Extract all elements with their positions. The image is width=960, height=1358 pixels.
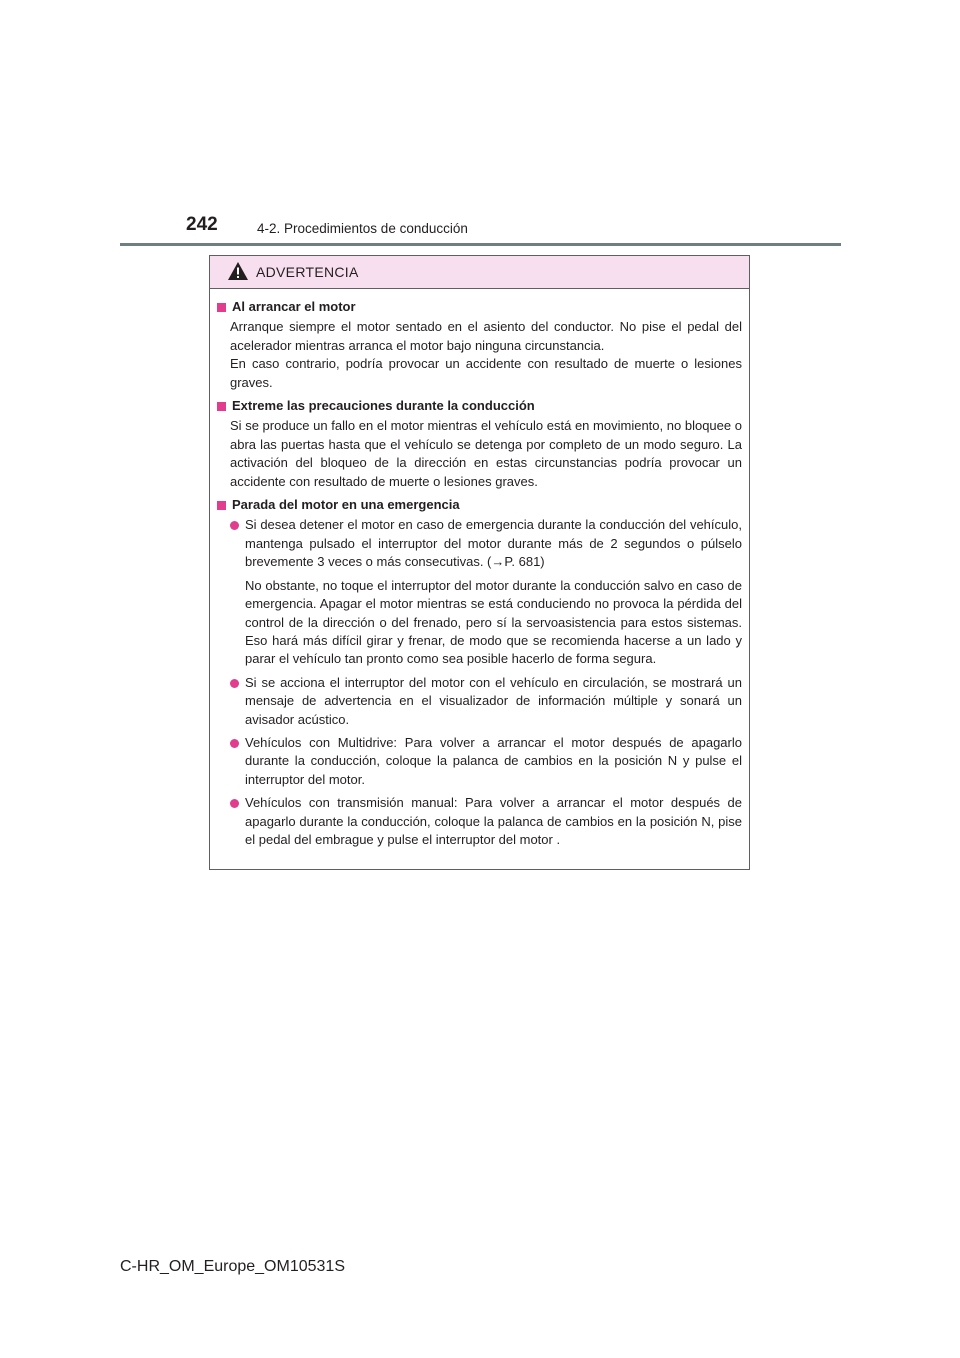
circle-bullet-icon xyxy=(230,679,239,688)
list-item: Vehículos con Multidrive: Para volver a arrancar el motor después de apagarlo durante la conducción, coloque la palanca de cambios en la posición N y pulse el interruptor del motor. xyxy=(230,734,742,789)
warning-triangle-icon xyxy=(227,261,249,281)
paragraph: En caso contrario, podría provocar un accidente con resultado de muerte o lesiones graves. xyxy=(230,356,742,390)
list-item: Vehículos con transmisión manual: Para volver a arrancar el motor después de apagarlo durante la conducción, coloque la palanca de cambios en la posición N, pise el pedal del embrague y pulse el interruptor del motor . xyxy=(230,794,742,849)
list-item: Si desea detener el motor en caso de emergencia durante la conducción del vehículo, mantenga pulsado el interruptor del motor durante más de 2 segundos o púlselo brevemente 3 veces o más consecutivas. (→P. 681) xyxy=(230,516,742,571)
paragraph: No obstante, no toque el interruptor del motor durante la conducción salvo en caso de emergencia. Apagar el motor mientras se está conduciendo no provoca la pérdida del control de la dirección o del frenado, pero sí la servoasistencia para estos sistemas. Eso hará más difícil girar y frenar, de modo que se recomienda hacerse a un lado y parar el vehículo tan pronto como sea posible hacerlo de forma segura. xyxy=(245,577,742,667)
section-emergency-stop xyxy=(217,496,742,849)
header-divider xyxy=(120,243,841,246)
circle-bullet-icon xyxy=(230,799,239,808)
section-title-emergency: Parada del motor en una emergencia xyxy=(232,497,460,513)
warning-box xyxy=(209,255,750,870)
circle-bullet-icon xyxy=(230,739,239,748)
section-title-precautions: Extreme las precauciones durante la conducción xyxy=(232,398,535,414)
square-bullet-icon xyxy=(217,501,226,510)
warning-title: ADVERTENCIA xyxy=(256,264,359,280)
warning-body xyxy=(210,289,749,849)
page-number: 242 xyxy=(186,214,218,235)
paragraph: Arranque siempre el motor sentado en el asiento del conductor. No pise el pedal del acelerador mientras arranca el motor bajo ninguna circunstancia. xyxy=(230,319,742,353)
list-item: Si se acciona el interruptor del motor con el vehículo en circulación, se mostrará un mensaje de advertencia en el visualizador de información múltiple y sonará un avisador acústico. xyxy=(230,674,742,729)
square-bullet-icon xyxy=(217,303,226,312)
warning-header xyxy=(210,256,749,289)
square-bullet-icon xyxy=(217,402,226,411)
section-title: 4-2. Procedimientos de conducción xyxy=(257,221,468,236)
section-driving-precautions xyxy=(217,397,742,491)
document-code: C-HR_OM_Europe_OM10531S xyxy=(120,1258,345,1275)
paragraph: Si se produce un fallo en el motor mientras el vehículo está en movimiento, no bloquee o abra las puertas hasta que el vehículo se detenga por completo de un modo seguro. La activación del bloqueo de la dirección en estas circunstancias podría provocar un accidente con resultado de muerte o lesiones graves. xyxy=(230,418,742,489)
section-title-starting: Al arrancar el motor xyxy=(232,299,356,314)
page-header xyxy=(0,0,960,250)
section-starting-engine xyxy=(217,298,742,392)
circle-bullet-icon xyxy=(230,521,239,530)
